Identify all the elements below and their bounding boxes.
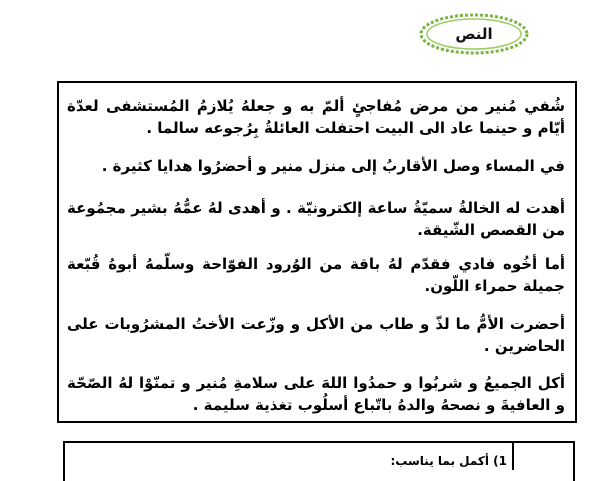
paragraph-3: أهدت له الخالةُ سميّةُ ساعة إلكترونيّة . و أهدى لهُ عمُّهُ بشير مجمُوعة من القصص الشّيقة. bbox=[67, 199, 565, 239]
title-badge bbox=[418, 12, 530, 56]
question-1-label: 1) أكمل بما يناسب: bbox=[390, 454, 507, 468]
paragraph-4: أما أخُوه فادي فقدّم لهُ باقة من الوُرود الفوّاحة وسلّمهُ أبوهُ قُبّعة جميلة حمراء اللّون. bbox=[67, 255, 565, 295]
text-passage bbox=[57, 81, 577, 423]
question-divider bbox=[512, 441, 514, 470]
page-title: النص bbox=[455, 25, 493, 43]
paragraph-5: أحضرت الأمُّ ما لذّ و طاب من الأكل و وزّعت الأختُ المشرُوبات على الحاضرين . bbox=[67, 315, 565, 355]
paragraph-1: شُفي مُنير من مرض مُفاجئٍ ألمّ به و جعلهُ يُلازمُ المُستشفى لعدّة أيّام و حينما عاد الى البيت احتفلت العائلةُ بِرُجوعه سالما . bbox=[67, 97, 565, 137]
paragraph-2: في المساء وصل الأقاربُ إلى منزل منير و أحضرُوا هدايا كثيرة . bbox=[101, 157, 565, 175]
paragraph-6: أكل الجميعُ و شربُوا و حمدُوا اللهَ على سلامةِ مُنير و تمنّوْا لهُ الصّحّة و العافيةَ و نصحهُ والدهُ باتّباع أسلُوب تغذية سليمة . bbox=[67, 374, 565, 414]
